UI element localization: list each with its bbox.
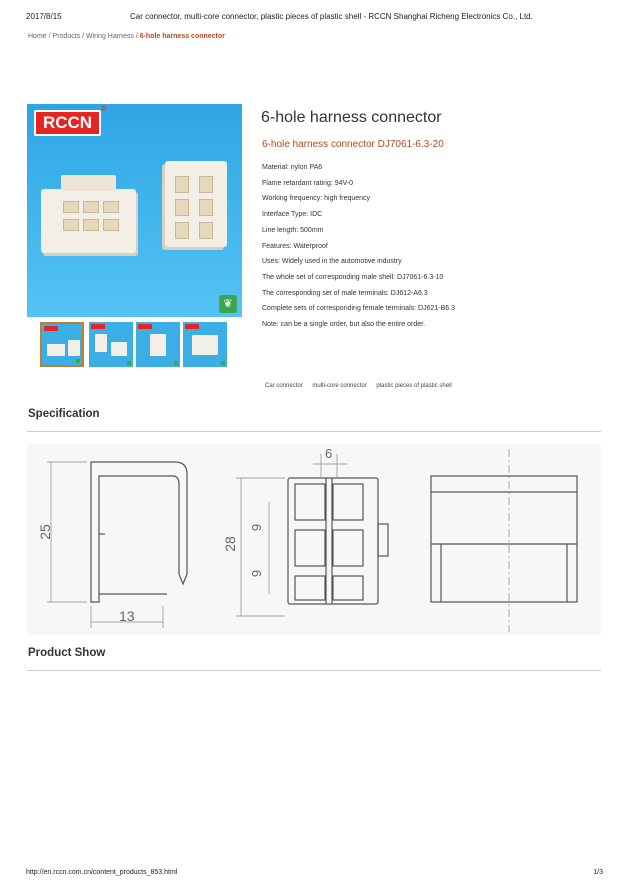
tag-list [265, 383, 460, 389]
tag-link[interactable]: multi-core connector [312, 383, 367, 389]
technical-drawing-svg [27, 444, 601, 635]
spec-line: Complete sets of corresponding female terminals: DJ621-B6.3 [262, 305, 455, 313]
specification-heading: Specification [28, 408, 100, 420]
dim-label-9-lower: 9 [249, 569, 265, 578]
breadcrumb-sep: / [133, 33, 140, 40]
page-number: 1/3 [593, 869, 603, 876]
eco-leaf-icon: ❦ [219, 295, 237, 313]
thumbnail-1[interactable] [40, 322, 84, 367]
divider [27, 431, 601, 432]
breadcrumb-products[interactable]: Products [52, 33, 81, 40]
breadcrumb-home[interactable]: Home [28, 33, 47, 40]
divider [27, 670, 601, 671]
spec-line: Material: nylon PA6 [262, 164, 323, 171]
spec-line: The whole set of corresponding male shell: DJ7061-6.3-10 [262, 273, 444, 281]
dim-label-9-upper: 9 [249, 523, 265, 532]
registered-mark: ® [101, 104, 107, 113]
print-title: Car connector, multi-core connector, plastic pieces of plastic shell - RCCN Shanghai Richeng Electronics Co., Ltd. [130, 12, 533, 21]
dim-label-28: 28 [221, 536, 238, 552]
spec-line: Working frequency: high frequency [262, 195, 371, 203]
tag-link[interactable]: Car connector [265, 383, 303, 389]
rccn-logo: RCCN [34, 110, 101, 136]
connector-female-illustration [41, 189, 136, 253]
breadcrumb [28, 33, 225, 40]
dim-label-25: 25 [36, 524, 53, 540]
spec-line: Note: can be a single order, but also the entire order. [262, 321, 426, 329]
print-date: 2017/8/15 [26, 12, 62, 21]
print-header [26, 12, 603, 24]
spec-line: Interface Type: IDC [262, 211, 323, 219]
dim-label-6: 6 [325, 446, 333, 461]
spec-line: Flame retardant rating: 94V-0 [262, 179, 354, 187]
print-footer [26, 869, 603, 876]
breadcrumb-sep: / [46, 33, 53, 40]
product-subtitle: 6-hole harness connector DJ7061-6.3-20 [262, 139, 444, 150]
breadcrumb-sep: / [80, 33, 86, 40]
thumbnail-3[interactable] [136, 322, 180, 367]
breadcrumb-current: 6-hole harness connector [139, 33, 225, 40]
spec-line: Features: Waterproof [262, 242, 328, 250]
product-show-heading: Product Show [28, 647, 106, 659]
product-title: 6-hole harness connector [261, 109, 442, 126]
spec-line: Line length: 500mm [262, 226, 324, 234]
spec-list [262, 160, 455, 333]
tag-link[interactable]: plastic pieces of plastic shell [376, 383, 452, 389]
thumbnail-2[interactable] [89, 322, 133, 367]
spec-line: The corresponding set of male terminals: DJ612-A6.3 [262, 289, 428, 297]
dim-label-13: 13 [119, 608, 135, 624]
spec-line: Uses: Widely used in the automotive industry [262, 258, 402, 266]
page-url[interactable]: http://en.rccn.com.cn/content_products_853.html [26, 869, 178, 876]
technical-drawing [27, 444, 601, 635]
connector-male-illustration [165, 161, 227, 247]
thumbnail-4[interactable] [183, 322, 227, 367]
product-main-image[interactable] [27, 104, 242, 317]
breadcrumb-category[interactable]: Wiring Harness [86, 33, 134, 40]
